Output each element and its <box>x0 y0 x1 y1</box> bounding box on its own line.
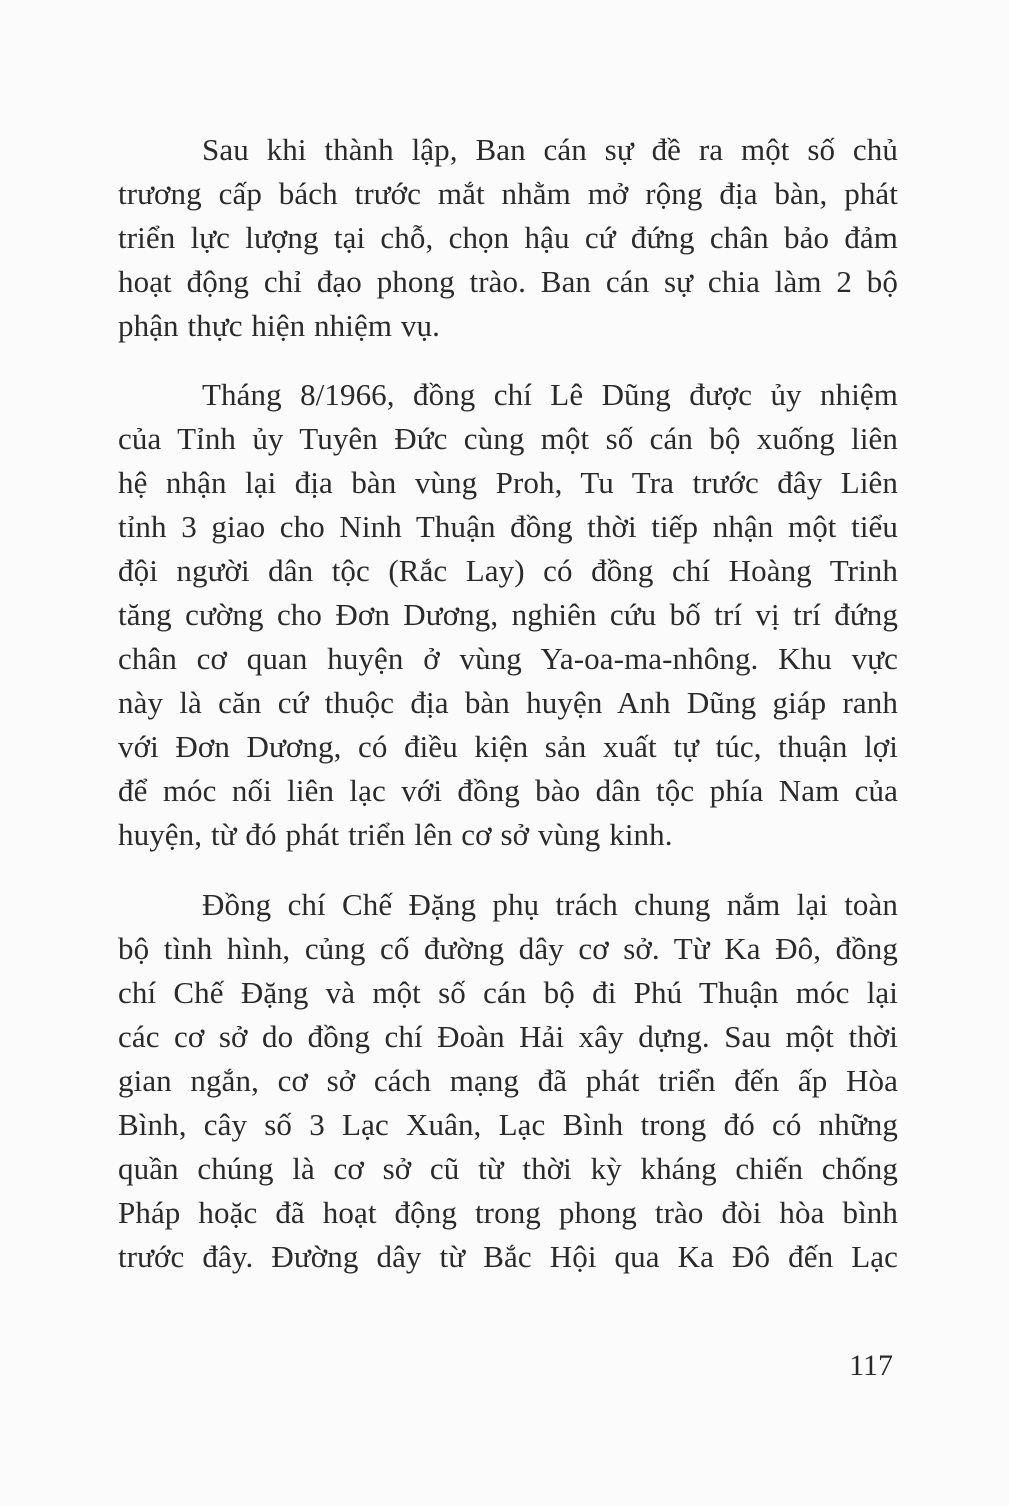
text-line: Đồng chí Chế Đặng phụ trách chung nắm lại toàn <box>202 887 898 922</box>
text-line: Pháp hoặc đã hoạt động trong phong trào đòi hòa bình <box>118 1195 898 1230</box>
text-line: bộ tình hình, củng cố đường dây cơ sở. Từ Ka Đô, đồng <box>118 931 898 966</box>
body-text <box>118 128 898 1279</box>
text-line: trước đây. Đường dây từ Bắc Hội qua Ka Đô đến Lạc <box>118 1239 898 1274</box>
text-line: phận thực hiện nhiệm vụ. <box>118 308 440 343</box>
paragraph-1 <box>118 128 898 348</box>
text-line: quần chúng là cơ sở cũ từ thời kỳ kháng chiến chống <box>118 1151 898 1186</box>
text-line: Bình, cây số 3 Lạc Xuân, Lạc Bình trong đó có những <box>118 1107 898 1142</box>
text-line: triển lực lượng tại chỗ, chọn hậu cứ đứng chân bảo đảm <box>118 220 898 255</box>
text-line: tăng cường cho Đơn Dương, nghiên cứu bố trí vị trí đứng <box>118 597 898 632</box>
text-line: để móc nối liên lạc với đồng bào dân tộc phía Nam của <box>118 773 898 808</box>
text-line: các cơ sở do đồng chí Đoàn Hải xây dựng. Sau một thời <box>118 1019 898 1054</box>
text-line: của Tỉnh ủy Tuyên Đức cùng một số cán bộ xuống liên <box>118 421 898 456</box>
text-line: Tháng 8/1966, đồng chí Lê Dũng được ủy nhiệm <box>202 377 898 412</box>
paragraph-2 <box>118 373 898 857</box>
page-number: 117 <box>849 1349 893 1382</box>
text-line: chí Chế Đặng và một số cán bộ đi Phú Thuận móc lại <box>118 975 898 1010</box>
text-line: đội người dân tộc (Rắc Lay) có đồng chí Hoàng Trinh <box>118 553 898 588</box>
text-line: với Đơn Dương, có điều kiện sản xuất tự túc, thuận lợi <box>118 729 898 764</box>
paragraph-3 <box>118 883 898 1279</box>
text-line: huyện, từ đó phát triển lên cơ sở vùng kinh. <box>118 817 673 852</box>
text-line: gian ngắn, cơ sở cách mạng đã phát triển đến ấp Hòa <box>118 1063 898 1098</box>
text-line: này là căn cứ thuộc địa bàn huyện Anh Dũng giáp ranh <box>118 685 898 720</box>
text-line: Sau khi thành lập, Ban cán sự đề ra một số chủ <box>202 132 898 167</box>
text-line: trương cấp bách trước mắt nhằm mở rộng địa bàn, phát <box>118 176 898 211</box>
text-line: chân cơ quan huyện ở vùng Ya-oa-ma-nhông. Khu vực <box>118 641 898 676</box>
text-line: hoạt động chỉ đạo phong trào. Ban cán sự chia làm 2 bộ <box>118 264 898 299</box>
text-line: tỉnh 3 giao cho Ninh Thuận đồng thời tiếp nhận một tiểu <box>118 509 898 544</box>
text-line: hệ nhận lại địa bàn vùng Proh, Tu Tra trước đây Liên <box>118 465 898 500</box>
